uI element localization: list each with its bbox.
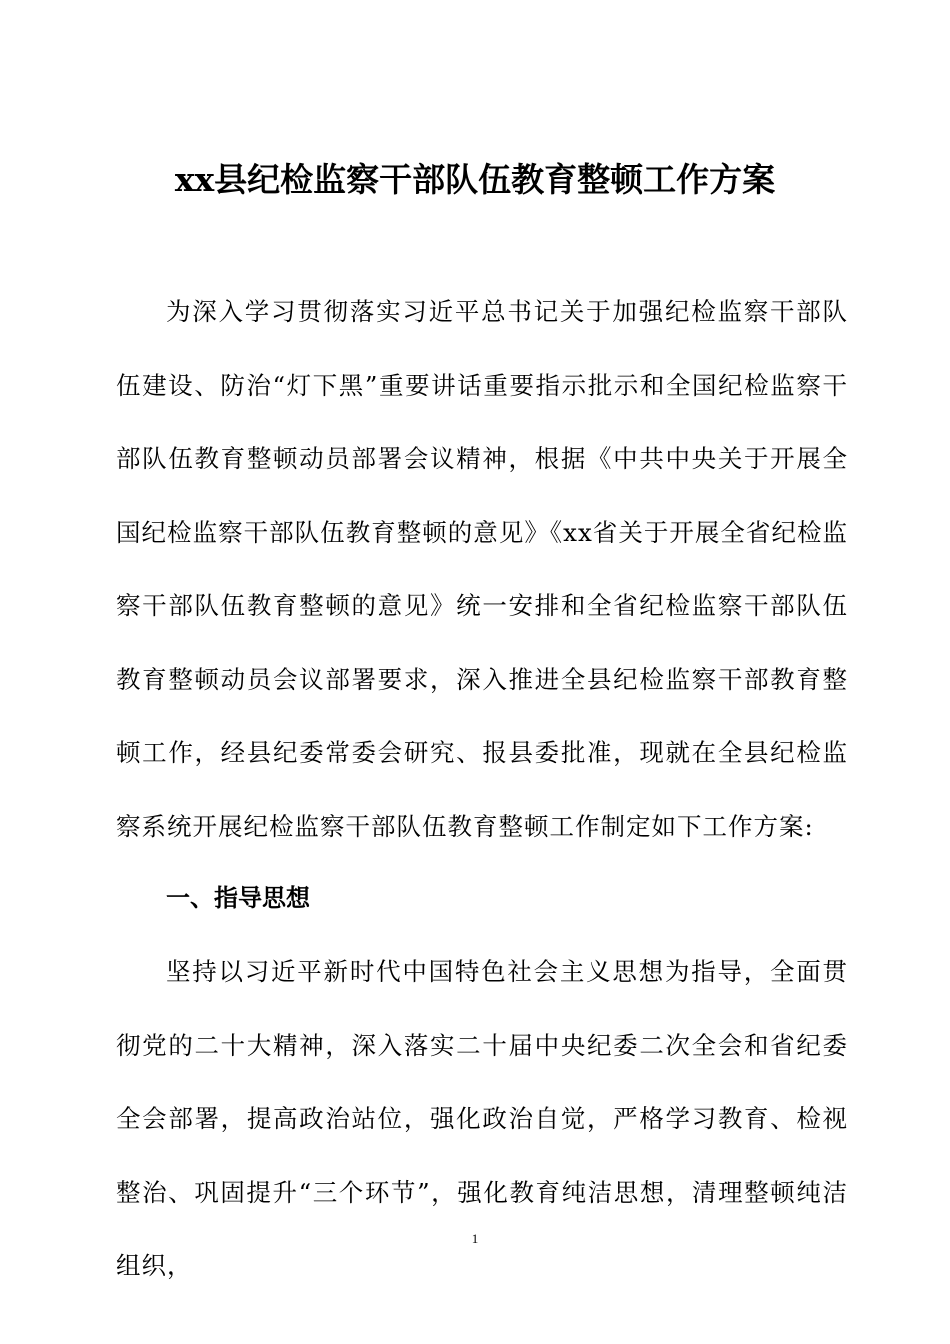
paragraph-intro: 为深入学习贯彻落实习近平总书记关于加强纪检监察干部队伍建设、防治“灯下黑”重要讲话重要指示批示和全国纪检监察干部队伍教育整顿动员部署会议精神，根据《中共中央关于开展全国纪检监察干部队伍教育整顿的意见》《xx省关于开展全省纪检监察干部队伍教育整顿的意见》统一安排和全省纪检监察干部队伍教育整顿动员会议部署要求，深入推进全县纪检监察干部教育整顿工作，经县纪委常委会研究、报县委批准，现就在全县纪检监察系统开展纪检监察干部队伍教育整顿工作制定如下工作方案:: [116, 297, 848, 841]
document-title: xx县纪检监察干部队伍教育整顿工作方案: [174, 160, 776, 199]
paragraph-guiding-ideology: 坚持以习近平新时代中国特色社会主义思想为指导，全面贯彻党的二十大精神，深入落实二十届中央纪委二次全会和省纪委全会部署，提高政治站位，强化政治自觉，严格学习教育、检视整治、巩固提升“三个环节”，强化教育纯洁思想，清理整顿纯洁组织，: [116, 957, 848, 1280]
page-number: 1: [471, 1231, 479, 1246]
section-heading-guiding-ideology: 一、指导思想: [166, 884, 310, 912]
